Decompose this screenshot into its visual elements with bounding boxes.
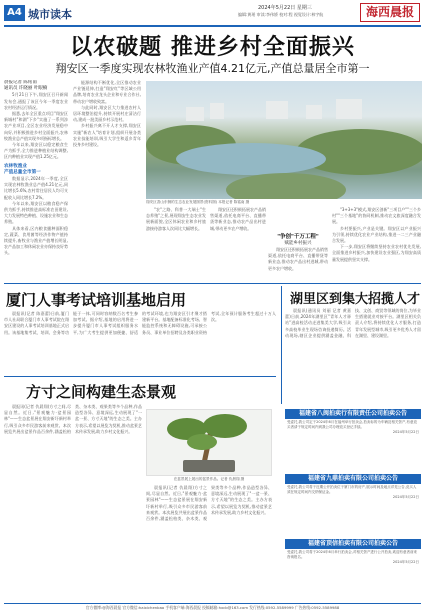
lead-column-1: [4, 80, 68, 280]
lead-paragraph: 乡村振兴离不开人才支撑,翔安区实施"新农人"培育计划,组织开展各类农业技能培训,吸引大学生和返乡青年投身乡村建设。: [73, 123, 141, 148]
lead-paragraph: 数据显示,2024年一季度,全区实现农林牧渔业总产值4.21亿元,同比增长5.6%,农村常住居民人均可支配收入同比增长7.2%。: [4, 176, 68, 200]
recruit-body: [285, 308, 421, 404]
page-footer: 官方微博:@海西晨报 官方微信:haixichenbao 手机客户端:海西晨报 投稿邮箱:hxcb@163.com 发行热线:0592-5589999 广告热线:0592-5589988: [4, 603, 421, 611]
lead-photo: [146, 81, 422, 199]
feature-subheadline: 赋能乡村振兴: [284, 241, 312, 246]
auction-notice: [285, 474, 421, 536]
auction-notice: [285, 409, 421, 471]
bonsai-photo: [146, 409, 272, 476]
garden-body-continued: [146, 485, 272, 600]
lead-paragraph: 据悉,去年全区重点项目"翔安区新城村"和湖"下乡"实施了一系列涉农产业项目,全区农业经济发展稳中向好,并积极推进乡村全面振兴,农林牧渔业总产值实现多项指标增长。: [4, 111, 68, 141]
lead-byline: 晨报记者 陈铭南 通讯员 许晓丽 叶眼楠: [4, 80, 48, 92]
feature-headline: "争创"千万工程": [277, 234, 319, 240]
auction-notice-body: [285, 419, 421, 436]
lead-paragraph: 今年以来,翔安区以粮食稳产保供为抓手,持续推进高标准农田建设,大力发展特色种植、设施农业和生态养殖。: [4, 200, 68, 225]
section-divider: [4, 376, 276, 377]
masthead: [0, 0, 425, 26]
auction-notice-date: 2024年5月22日: [392, 430, 419, 434]
bonsai-photo-caption: 在盆景展上展出的盆景作品。记者 仇晨翔 摄: [173, 477, 245, 481]
lead-paragraph: 与此同时,翔安区大力推进农村人居环境整治提升,持续开展村庄清洁行动,建成一批美丽乡村示范村。: [73, 104, 141, 123]
lead-paragraph: "3+3+3"模式,翔安区创新"三项目户""三个乡村""三个基地"的协同机制,推动农文旅深度融合发展。: [332, 207, 421, 225]
auction-notice-date: 2024年5月22日: [392, 560, 419, 564]
garden-paragraph: 晨报讯(记者 仇晨翔)方寸之间,尽显自然。近日,"景观魅力·盆景园林"——生态盆景展在翔安新圩新村举行,吸引众多市民游客前来观赏。本次展览共展出盆景作品百余件,涵盖松柏类、杂木类、观果类等多个品种,作品造型各异、意境深远,生动展现了"一盆一景、方寸天地"的生态之美。主办方表示,希望以展览为契机,推动盆景艺术传承发展,助力乡村文化振兴。: [4, 404, 142, 434]
auction-notice-text: 受委托,我公司将于2024年6月举行拍卖会,对相关资产进行公开拍卖,欢迎有意者前来咨询报名。: [287, 550, 417, 559]
lead-column-3: [146, 207, 206, 279]
exam-headline: 厦门人事考试培训基地启用: [6, 291, 187, 309]
auction-notice-body: [285, 549, 421, 566]
section-divider: [4, 283, 421, 284]
auction-notice: [285, 539, 421, 601]
lead-column-3c: [268, 247, 328, 280]
lead-column-4: [332, 207, 421, 280]
exam-body: [4, 311, 276, 371]
lead-paragraph: 乡村要振兴,产业是关键。翔安区以产业振兴为引领,持续优化农业产业结构,推进一二三产业融合发展。: [332, 225, 421, 244]
garden-body: [4, 404, 142, 600]
auction-notice-text: 受委托,我公司定于2024年6月在福州举行拍卖会,拍卖标的为车辆及相关资产,有意竞买者请于规定时间内到我公司办理竞买登记手续。: [287, 420, 417, 429]
exam-paragraph: 晨报讯(记者 陈嘉蕾)日前,厦门市人社局联合厦门市人事考试院在翔安区建设的人事考试培训基地正式启用。该基地集考试、培训、会务等功能于一体,可同时容纳数百名考生参加考试。据介绍,基地的启用将进一步提升厦门市人事考试组织服务水平,为广大考生提供更加便捷、舒适的考试环境,也为翔安区引才聚才搭建新平台。基地配备标准化考场、智能监控系统和无障碍设施,可承接公务员、事业单位招聘及各类职业资格考试,全年预计服务考生超过十万人次。: [4, 311, 276, 335]
lead-paragraph: 具体来看,区内粮食播种面积稳定,蔬菜、食用菌等经济作物产值持续提升,畜牧业与渔业产值增长明显,农产品加工和休闲农业亦保持良好势头。: [4, 225, 68, 256]
lead-section-subhead: 农林牧渔业 产值总量全市第一: [4, 163, 41, 175]
auction-notice-title: 福建省八闽拍卖行有限责任公司拍卖公告: [285, 409, 421, 419]
recruit-headline: 湖里区到集大招揽人才: [290, 292, 421, 307]
lead-column-3b: [210, 207, 266, 279]
auction-notice-text: 受委托,我公司将于近期公开拍卖位于厦门市的房产,展示时间及地点详见公告,竞买人须在规定时间内交纳保证金。: [287, 485, 417, 494]
lead-photo-caption: 翔安区香山东侧的生态农业发展图景(资料图) 本报记者 陈铭南 摄: [146, 200, 250, 204]
newspaper-logo: 海西晨报: [360, 3, 420, 22]
garden-paragraph: 晨报讯(记者 仇晨翔)方寸之间,尽显自然。近日,"景观魅力·盆景园林"——生态盆景展在翔安新圩新村举行,吸引众多市民游客前来观赏。本次展览共展出盆景作品百余件,涵盖松柏类、杂木类、观果类等多个品种,作品造型各异、意境深远,生动展现了"一盆一景、方寸天地"的生态之美。主办方表示,希望以展览为契机,推动盆景艺术传承发展,助力乡村文化振兴。: [146, 485, 272, 522]
auction-notice-title: 福建省九鼎拍卖有限公司拍卖公告: [285, 474, 421, 484]
lead-paragraph: 5月21日下午,翔安区召开新闻发布会,通报了该区今年一季度农业农村经济运行情况。: [4, 92, 68, 110]
section-title: 城市读本: [28, 8, 72, 21]
lead-paragraph: "农"之路、科普一大瑞士"生态养殖"之景,展现翔安生态农业发展新面貌,全区休闲农业和乡村旅游接待游客人次同比大幅增长。: [146, 207, 206, 231]
lead-paragraph: 下一步,翔安区将继续坚持农业农村优先发展,全面推进乡村振兴,加快建设农业强区,为翔安高质量发展提供坚实支撑。: [332, 244, 421, 262]
page-number-badge: A4: [4, 5, 25, 21]
lead-paragraph: 翔安区还积极拓展农产品销售渠道,依托电商平台、直播带货等新业态,推动农产品出村进城,带动更多农户增收。: [210, 207, 266, 231]
recruit-paragraph: 晨报讯(通讯员 刘丽 记者 黄嘉蕾)日前,2024年湖里区"青年人才驿站"进高校活动走进集美大学,吸引众多高校毕业生现场咨询投递简历。活动现场,辖区企业提供涵盖金融、科技、文创、商贸等领域的岗位,为毕业生搭建就业对接平台。湖里区相关负责人介绍,将持续优化人才服务,打造青年发展型城市,吸引更多优秀人才留在湖里、建设湖里。: [285, 308, 421, 338]
lead-column-2: [73, 80, 141, 280]
garden-headline: 方寸之间构建生态景观: [26, 383, 177, 401]
lead-headline: 以农破题 推进乡村全面振兴: [70, 35, 355, 60]
date-line: 2024年5月22日 星期三: [258, 5, 312, 11]
lead-paragraph: 翔安区还积极拓展农产品销售渠道,依托电商平台、直播带货等新业态,推动农产品出村进城,带动更多农户增收。: [268, 247, 328, 271]
lead-subheadline: 翔安区一季度实现农林牧渔业产值4.21亿元,产值总量居全市第一: [55, 62, 370, 75]
auction-notice-date: 2024年5月22日: [392, 495, 419, 499]
column-divider: [281, 286, 282, 404]
header-divider: [4, 25, 421, 27]
lead-paragraph: 今年以来,翔安区以稳定粮食生产为抓手,全力推进种植业结构调整,区内种植业实现产值1.25亿元。: [4, 142, 68, 160]
lead-paragraph: 能源结构不断优化,全区推动农业产业链延伸,打造"翔安红"等区域公用品牌,培育农业龙头企业和专业合作社,带动农户增收致富。: [73, 80, 141, 104]
editors-line: 编辑:黄瑶 审读:李伟娇 校对:程 视觉设计:林宇航: [238, 12, 324, 17]
auction-notice-title: 福建省顶信拍卖有限公司拍卖公告: [285, 539, 421, 549]
auction-notice-body: [285, 484, 421, 501]
